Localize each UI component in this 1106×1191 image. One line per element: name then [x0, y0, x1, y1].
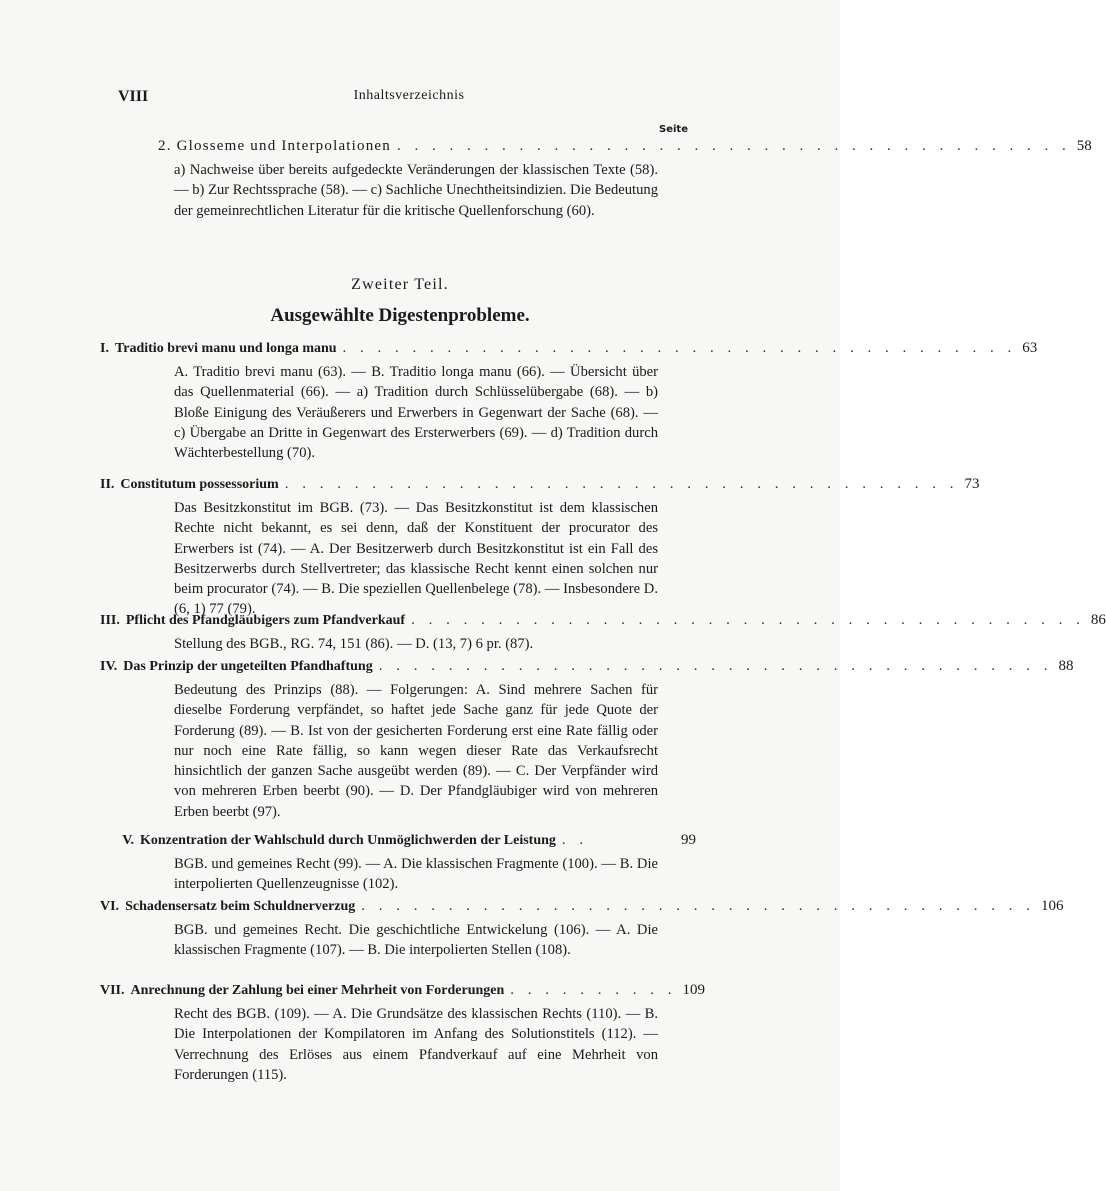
section-description: Recht des BGB. (109). — A. Die Grundsätze des klassischen Rechts (110). — B. Die Interpolationen der Kompilatoren im Anfang des Solutionstitels (112). — Verrechnung des Erlöses aus einem Pfandverkauf auf eine Mehrheit von Forderungen (115). — [174, 1006, 658, 1083]
section-title: Konzentration der Wahlschuld durch Unmöglichwerden der Leistung — [140, 833, 556, 848]
section-title: Constitutum possessorium — [120, 477, 279, 492]
section-page: 63 — [1022, 340, 1038, 356]
part-subtitle: Ausgewählte Digestenprobleme. — [270, 305, 530, 326]
leader-dots: . . . . . . . . . . . . . . . . . . . . . . . . . . . . . . . . . . . . . . . — [284, 476, 959, 492]
section-title: Traditio brevi manu und longa manu — [114, 341, 337, 356]
section-number: VI. — [100, 899, 120, 914]
toc-entry-page: 58 — [1076, 138, 1092, 154]
section-page: 106 — [1041, 898, 1064, 914]
leader-dots: . . . . . . . . . . . . . . . . . . . . . . . . . . . . . . . . . . . . . . . — [361, 898, 1036, 914]
section-description: BGB. und gemeines Recht (99). — A. Die klassischen Fragmente (100). — B. Die interpolierten Quellenzeugnisse (102). — [174, 856, 658, 893]
section-title: Schadensersatz beim Schuldnerverzug — [125, 899, 356, 914]
page-number: VIII — [118, 88, 149, 105]
toc-section[interactable] — [100, 612, 1106, 632]
section-number: III. — [100, 613, 120, 628]
toc-entry-label: 2. Glosseme und Interpolationen — [158, 138, 391, 154]
section-number: IV. — [100, 659, 118, 674]
section-title: Anrechnung der Zahlung bei einer Mehrheit von Forderungen — [130, 983, 505, 998]
section-description: Stellung des BGB., RG. 74, 151 (86). — D. (13, 7) 6 pr. (87). — [174, 636, 534, 652]
leader-dots: . . . . . . . . . . . . . . . . . . . . . . . . . . . . . . . . . . . . . . . — [342, 340, 1017, 356]
section-page: 88 — [1058, 658, 1074, 674]
toc-section[interactable] — [100, 832, 696, 852]
section-number: II. — [100, 477, 115, 492]
running-title: Inhaltsverzeichnis — [353, 88, 465, 103]
section-description: A. Traditio brevi manu (63). — B. Traditio longa manu (66). — Übersicht über das Quellenmaterial (66). — a) Tradition durch Schlüsselübergabe (68). — b) Bloße Einigung des Veräußerers und Erwerbers in Gegenwart der Sache (68). — c) Übergabe an Dritte in Gegenwart des Ersterwerbers (69). — d) Tradition durch Wächterbestellung (70). — [174, 364, 658, 462]
toc-section[interactable] — [100, 658, 1074, 678]
section-description: Das Besitzkonstitut im BGB. (73). — Das Besitzkonstitut ist dem klassischen Rechte nicht bekannt, es sei denn, daß der Konstituent der procurator des Erwerbers ist (74). — A. Der Besitzerwerb durch Besitzkonstitut ist ein Fall des Besitzerwerbs durch Stellvertreter; das klassische Recht kennt einen solchen nur beim procurator (74). — B. Die speziellen Quellenbelege (78). — Insbesondere D. (6, 1) 77 (79). — [174, 500, 658, 618]
section-number: VII. — [100, 983, 125, 998]
section-description: BGB. und gemeines Recht. Die geschichtliche Entwickelung (106). — A. Die klassischen Fragmente (107). — B. Die interpolierten Stellen (108). — [174, 922, 658, 959]
toc-section[interactable] — [100, 476, 980, 496]
toc-section[interactable] — [100, 898, 1064, 918]
leader-dots: . . . . . . . . . . . . . . . . . . . . . . . . . . . . . . . . . . . . . . . — [411, 612, 1085, 628]
leader-dots: . . — [561, 832, 589, 848]
section-page: 99 — [681, 832, 696, 848]
leader-dots: . . . . . . . . . . . . . . . . . . . . . . . . . . . . . . . . . . . . . . . — [397, 138, 1071, 154]
section-page: 86 — [1090, 612, 1106, 628]
section-title: Pflicht des Pfandgläubigers zum Pfandverkauf — [125, 613, 406, 628]
toc-entry-description: a) Nachweise über bereits aufgedeckte Veränderungen der klassischen Texte (58). — b) Zur Rechtssprache (58). — c) Sachliche Unechtheitsindizien. Die Bedeutung der gemeinrechtlichen Literatur für die kritische Quellenforschung (60). — [174, 162, 658, 219]
section-page: 109 — [682, 982, 706, 998]
section-number: V. — [122, 833, 134, 848]
section-page: 73 — [964, 476, 980, 492]
page-header — [118, 88, 700, 110]
leader-dots: . . . . . . . . . . . . . . . . . . . . . . . . . . . . . . . . . . . . . . . — [378, 658, 1053, 674]
toc-entry-glosseme[interactable] — [158, 138, 1092, 158]
leader-dots: . . . . . . . . . . — [510, 982, 677, 998]
toc-section[interactable] — [100, 340, 1038, 360]
section-title: Das Prinzip der ungeteilten Pfandhaftung — [123, 659, 373, 674]
section-number: I. — [100, 341, 109, 356]
toc-section[interactable] — [100, 982, 706, 1002]
section-description: Bedeutung des Prinzips (88). — Folgerungen: A. Sind mehrere Sachen für dieselbe Forderung verpfändet, so haftet jede Sache ganz für jede Quote der Forderung (89). — B. Ist von der gesicherten Forderung erst eine Rate fällig oder nur noch eine Rate fällig, so kann wegen dieser Rate das Verkaufsrecht hinsichtlich der ganzen Sache ausgeübt werden (89). — C. Der Verpfänder wird von mehreren Erben beerbt (90). — D. Der Pfandgläubiger wird von mehreren Erben beerbt (97). — [174, 682, 658, 820]
seite-label: Seite — [659, 124, 688, 135]
part-title: Zweiter Teil. — [351, 276, 449, 293]
